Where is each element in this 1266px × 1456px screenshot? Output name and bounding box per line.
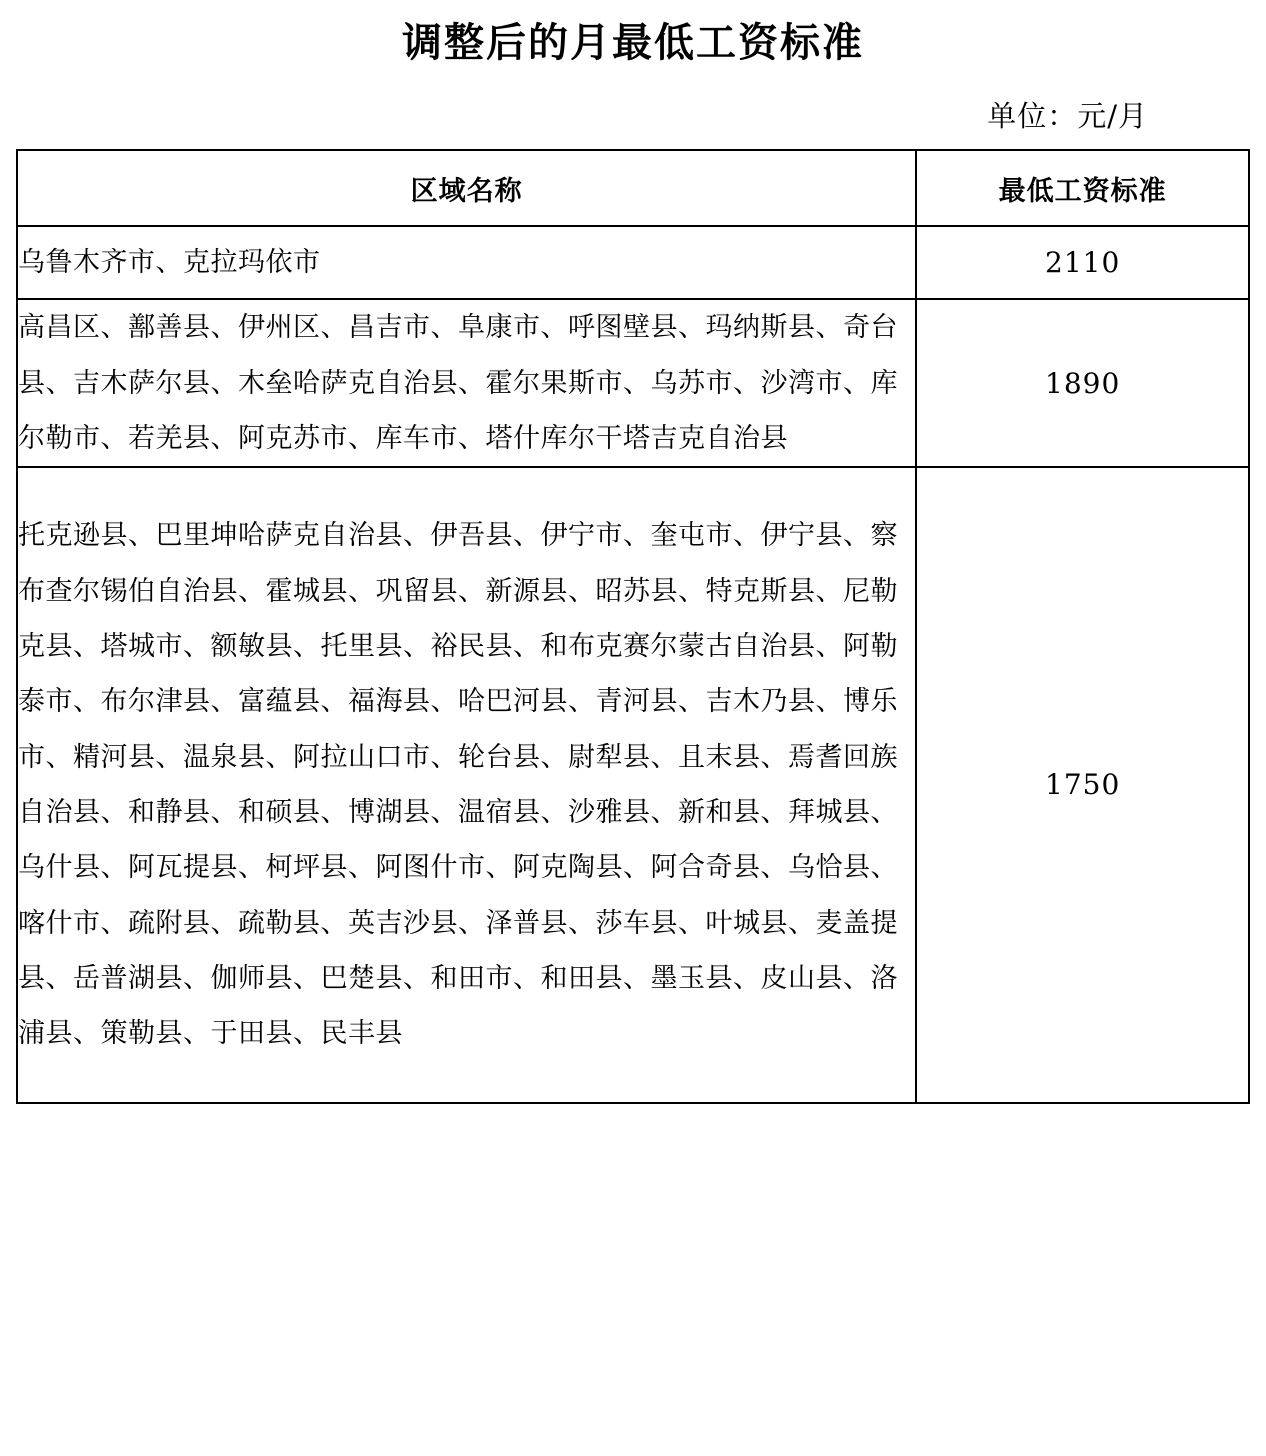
table-row	[17, 467, 1249, 1102]
column-header-standard: 最低工资标准	[916, 150, 1249, 226]
column-header-region: 区域名称	[17, 150, 916, 226]
table-row	[17, 299, 1249, 467]
document-page	[0, 18, 1266, 1104]
page-title: 调整后的月最低工资标准	[402, 19, 864, 66]
unit-note: 单位：元/月	[987, 99, 1148, 133]
wage-standard-cell: 1890	[916, 299, 1249, 467]
wage-standard-cell: 2110	[916, 226, 1249, 299]
wage-standard-cell: 1750	[916, 467, 1249, 1102]
region-names-cell: 乌鲁木齐市、克拉玛依市	[17, 226, 916, 299]
table-header-row	[17, 150, 1249, 226]
region-names-cell: 托克逊县、巴里坤哈萨克自治县、伊吾县、伊宁市、奎屯市、伊宁县、察布查尔锡伯自治县、霍城县、巩留县、新源县、昭苏县、特克斯县、尼勒克县、塔城市、额敏县、托里县、裕民县、和布克赛尔蒙古自治县、阿勒泰市、布尔津县、富蕴县、福海县、哈巴河县、青河县、吉木乃县、博乐市、精河县、温泉县、阿拉山口市、轮台县、尉犁县、且末县、焉耆回族自治县、和静县、和硕县、博湖县、温宿县、沙雅县、新和县、拜城县、乌什县、阿瓦提县、柯坪县、阿图什市、阿克陶县、阿合奇县、乌恰县、喀什市、疏附县、疏勒县、英吉沙县、泽普县、莎车县、叶城县、麦盖提县、岳普湖县、伽师县、巴楚县、和田市、和田县、墨玉县、皮山县、洛浦县、策勒县、于田县、民丰县	[17, 467, 916, 1102]
minimum-wage-table	[16, 149, 1250, 1104]
table-row	[17, 226, 1249, 299]
region-names-cell: 高昌区、鄯善县、伊州区、昌吉市、阜康市、呼图壁县、玛纳斯县、奇台县、吉木萨尔县、木垒哈萨克自治县、霍尔果斯市、乌苏市、沙湾市、库尔勒市、若羌县、阿克苏市、库车市、塔什库尔干塔吉克自治县	[17, 299, 916, 467]
